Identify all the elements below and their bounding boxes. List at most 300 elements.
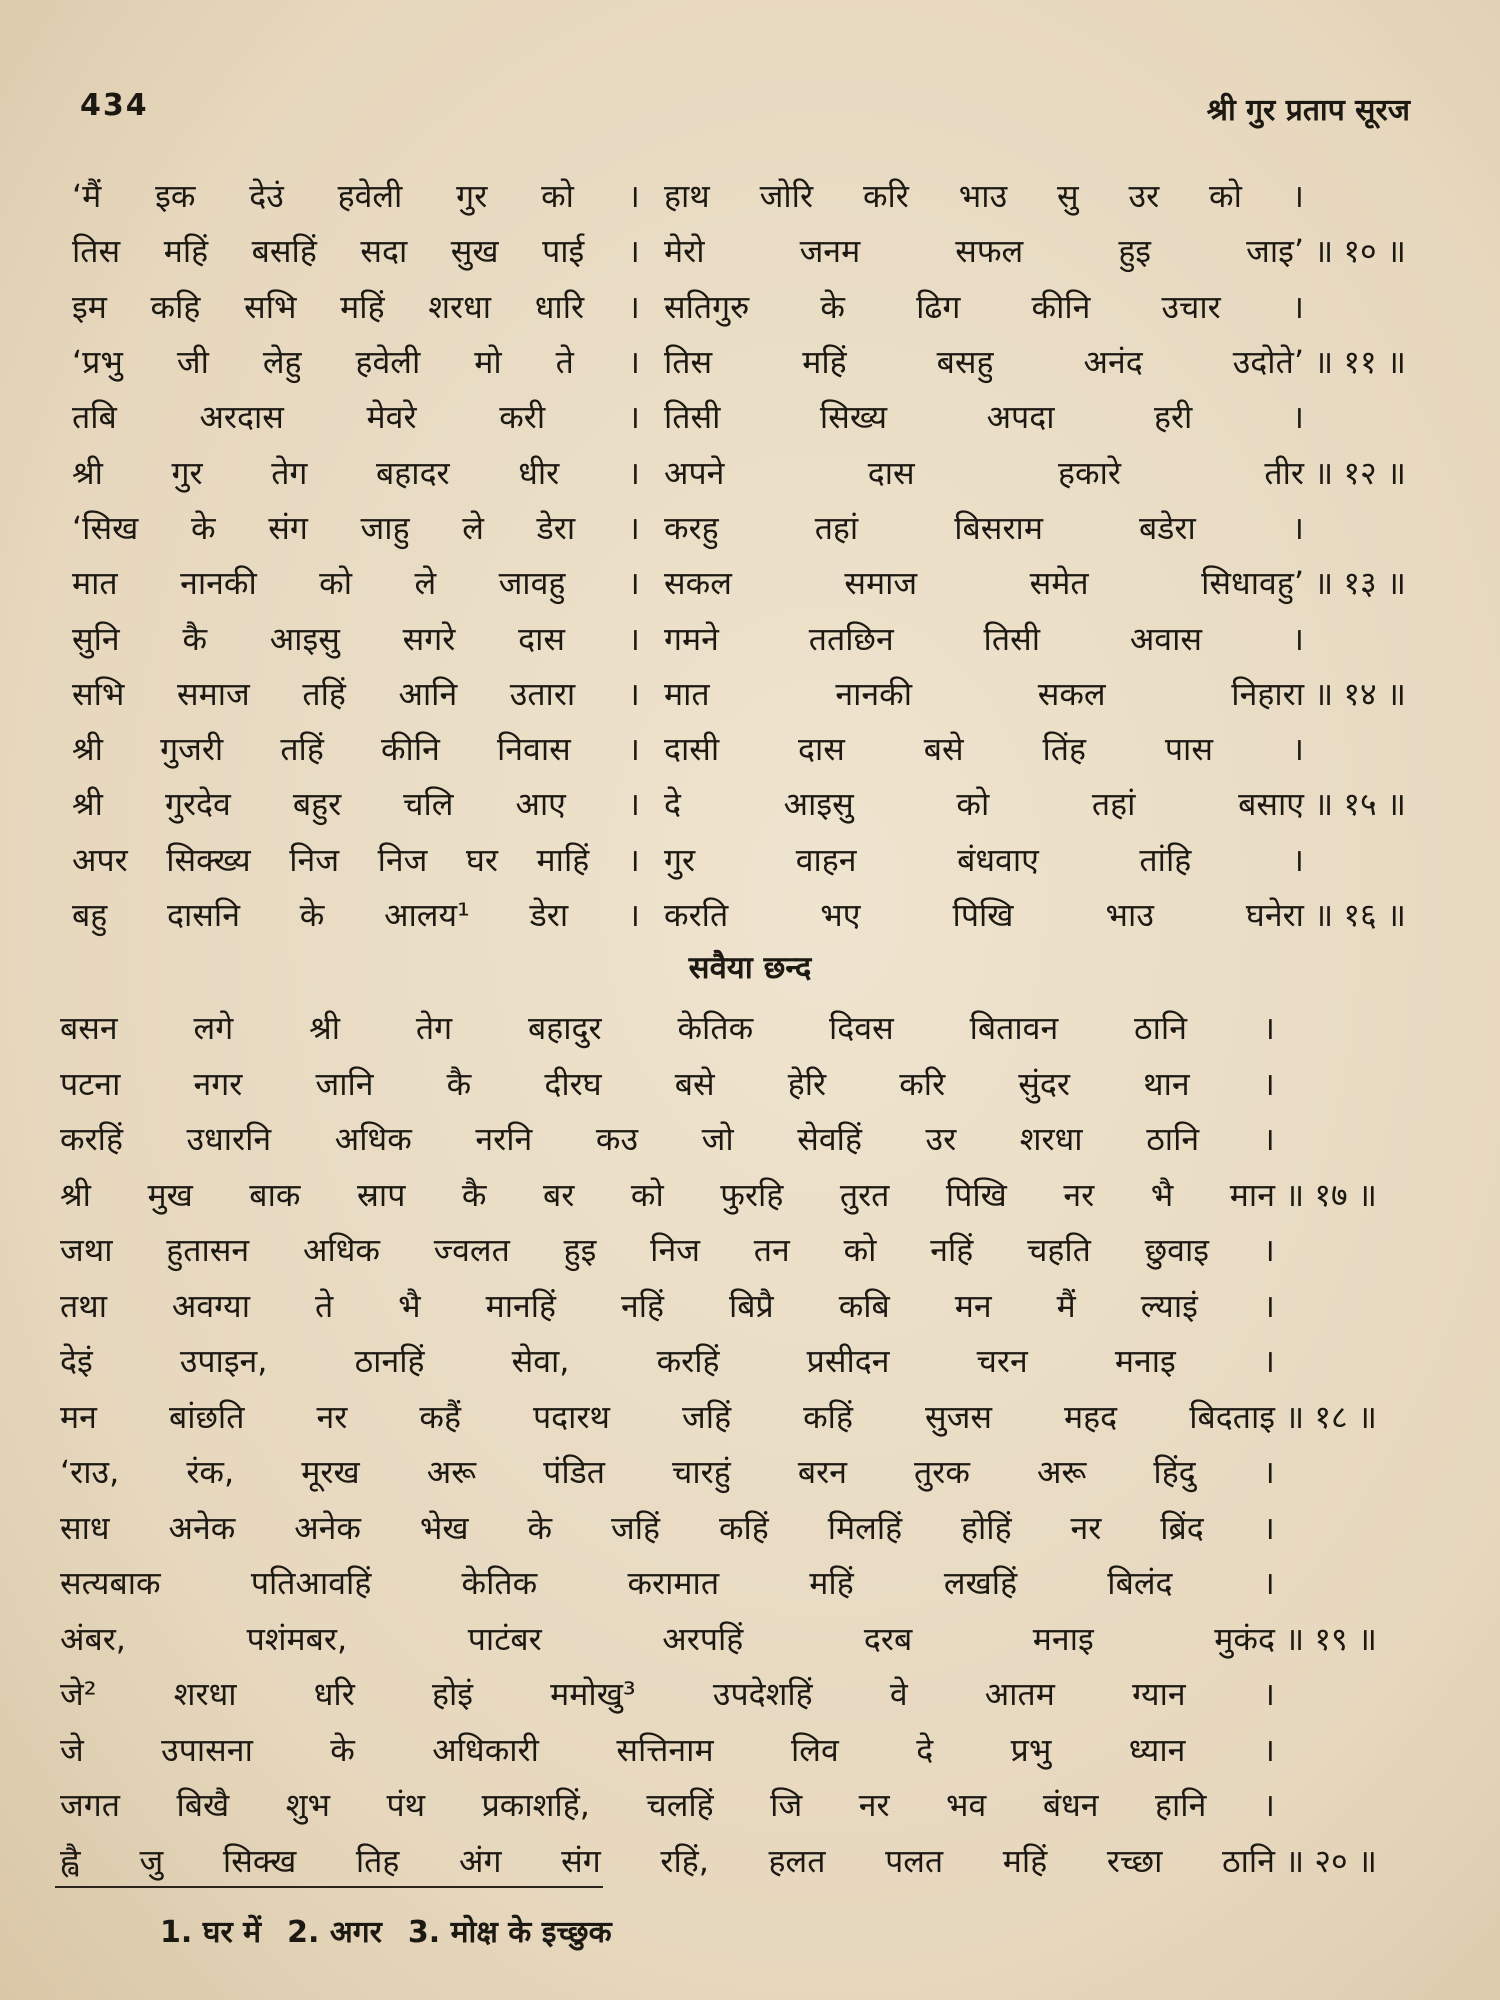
- verse-word: आइसु: [269, 619, 340, 658]
- verse-word: कहि: [150, 287, 201, 326]
- verse-word: तहिं: [280, 730, 324, 769]
- verse-word: चहति: [1027, 1231, 1091, 1270]
- verse-word: मानहिं: [485, 1286, 557, 1325]
- verse-word: ।: [1262, 1120, 1275, 1159]
- verse-word: ते: [314, 1286, 334, 1325]
- verse-line: [72, 223, 1432, 278]
- savaiya-text: [60, 1173, 1275, 1216]
- verse-word: समेत: [1029, 564, 1089, 603]
- verse-word: ठानि: [1146, 1120, 1200, 1159]
- verse-word: फुरहि: [720, 1175, 784, 1214]
- verse-word: नहिं: [620, 1286, 665, 1325]
- verse-word: नरनि: [475, 1120, 533, 1159]
- verse-word: ग्यान: [1132, 1675, 1186, 1714]
- verse-word: चारहुं: [672, 1453, 731, 1492]
- verse-word: सु: [1057, 177, 1079, 216]
- savaiya-text: [60, 1783, 1275, 1826]
- verse-word: दासी: [664, 730, 720, 769]
- verse-word: ।: [1262, 1064, 1275, 1103]
- verse-word: सिख्य: [819, 398, 888, 437]
- running-title: श्री गुर प्रताप सूरज: [1206, 93, 1410, 128]
- verse-word: को: [843, 1231, 877, 1270]
- verse-word: निज: [289, 840, 340, 879]
- verse-word: श्री: [72, 730, 103, 769]
- verse-word: तिसी: [983, 619, 1040, 658]
- verse-word: मिलहिं: [827, 1508, 903, 1547]
- verse-word: रच्छा: [1106, 1841, 1163, 1880]
- verse-word: तहिं: [302, 674, 346, 713]
- verse-word: मनाइ: [1114, 1342, 1176, 1381]
- verse-word: कै: [461, 1175, 487, 1214]
- verse-word: ल्याइं: [1140, 1286, 1198, 1325]
- footnote: 2. अगर: [287, 1915, 382, 1950]
- verse-word: हुइ: [563, 1231, 597, 1270]
- verse-word: अपदा: [986, 398, 1055, 437]
- savaiya-line: [60, 1000, 1440, 1056]
- verse-word: ।: [1262, 1564, 1275, 1603]
- footnote-rule: [55, 1886, 603, 1888]
- verse-word: ‘राउ,: [60, 1453, 120, 1492]
- verse-word: देउं: [249, 177, 284, 216]
- verse-word: ।: [1262, 1453, 1275, 1492]
- verse-word: हाथ: [664, 177, 710, 216]
- verse-word: निज: [377, 840, 428, 879]
- verse-word: महिं: [163, 232, 209, 271]
- verse-word: आनि: [398, 674, 458, 713]
- verse-word: कै: [182, 619, 208, 658]
- verse-word: चरन: [976, 1342, 1028, 1381]
- verse-word: बाक: [249, 1175, 301, 1214]
- verse-word: बसन: [60, 1009, 118, 1048]
- verse-word: माहिं: [536, 840, 590, 879]
- verse-line: [72, 555, 1432, 610]
- savaiya-line: [60, 1555, 1440, 1611]
- verse-first-half: [72, 672, 640, 715]
- verse-word: निज: [650, 1231, 700, 1270]
- verse-word: बडेरा: [1139, 508, 1196, 547]
- verse-word: अरू: [426, 1453, 477, 1492]
- verse-word: भाउ: [1105, 896, 1154, 934]
- verse-word: गमने: [664, 619, 719, 658]
- verse-word: निहारा: [1231, 674, 1304, 713]
- verse-word: संग: [561, 1841, 601, 1880]
- verse-word: ।: [1291, 398, 1304, 437]
- verse-word: ।: [627, 564, 640, 603]
- verse-line: [72, 610, 1432, 665]
- verse-word: कै: [446, 1064, 472, 1103]
- verse-second-half: [640, 838, 1304, 881]
- verse-word: बिप्रै: [728, 1286, 774, 1325]
- verse-word: हरी: [1153, 398, 1193, 437]
- verse-word: पटना: [60, 1064, 121, 1103]
- verse-word: बहादुर: [527, 1009, 602, 1048]
- verse-word: साध: [60, 1508, 110, 1547]
- verse-word: सिक्ख्य: [166, 840, 251, 879]
- verse-word: दे: [916, 1730, 934, 1769]
- verse-word: कउ: [595, 1120, 638, 1159]
- verse-word: बरन: [797, 1453, 847, 1492]
- verse-word: ।: [1262, 1786, 1275, 1825]
- verse-word: सभि: [72, 674, 125, 713]
- verse-word: ब्रिंद: [1160, 1508, 1204, 1547]
- verse-word: धरि: [313, 1675, 355, 1714]
- verse-word: दास: [518, 619, 566, 658]
- verse-word: को: [541, 177, 574, 216]
- verse-first-half: [72, 506, 640, 549]
- verse-second-half: [640, 672, 1304, 715]
- verse-word: ‘मैं: [72, 177, 102, 216]
- verse-word: ।: [627, 840, 640, 879]
- verse-word: मूरख: [301, 1453, 360, 1492]
- verse-word: इम: [72, 287, 107, 326]
- verse-number: ॥ १९ ॥: [1285, 1619, 1377, 1658]
- verse-word: आए: [515, 785, 566, 824]
- verse-word: पाई: [542, 232, 585, 271]
- verse-word: छुवाइ: [1144, 1231, 1209, 1270]
- verse-word: चलहिं: [646, 1786, 714, 1825]
- verse-first-half: [72, 395, 640, 438]
- verse-word: डेरा: [529, 896, 569, 934]
- verse-word: मनाइ: [1032, 1619, 1094, 1658]
- verse-word: अनेक: [294, 1508, 362, 1547]
- verse-word: नानकी: [835, 674, 913, 713]
- verse-word: जि: [770, 1786, 803, 1825]
- verse-word: कहैं: [419, 1397, 461, 1436]
- savaiya-text: [60, 1506, 1275, 1549]
- savaiya-line: [60, 1666, 1440, 1722]
- verse-word: करामात: [627, 1564, 720, 1603]
- verse-word: तिस: [664, 343, 713, 382]
- verse-line: [72, 666, 1432, 721]
- verse-word: उर: [1128, 177, 1160, 216]
- verse-number: ॥ ११ ॥: [1314, 343, 1406, 382]
- verse-word: समाज: [176, 674, 250, 713]
- verse-word: तिस: [72, 232, 121, 271]
- verse-word: जाहु: [360, 508, 410, 547]
- savaiya-line: [60, 1777, 1440, 1833]
- verse-first-half: [72, 174, 640, 217]
- verse-line: [72, 334, 1432, 389]
- verse-word: सेवहिं: [797, 1120, 862, 1159]
- verse-word: सकल: [1037, 674, 1106, 713]
- verse-word: मात: [664, 674, 710, 713]
- verse-word: तेग: [415, 1009, 453, 1048]
- verse-word: अधिकारी: [432, 1730, 539, 1769]
- verse-word: के: [299, 896, 325, 934]
- savaiya-text: [60, 1062, 1275, 1105]
- verse-word: लखहिं: [943, 1564, 1018, 1603]
- verse-word: आलय¹: [384, 896, 470, 934]
- verse-word: बर: [542, 1175, 575, 1214]
- verse-word: पलत: [885, 1841, 944, 1880]
- verse-word: देइं: [60, 1342, 93, 1381]
- verse-line: [72, 444, 1432, 499]
- verse-word: के: [527, 1508, 553, 1547]
- verse-word: ध्यान: [1128, 1730, 1186, 1769]
- verse-word: केतिक: [461, 1564, 538, 1603]
- verse-word: अंबर,: [60, 1619, 126, 1658]
- verse-word: अधिक: [334, 1120, 412, 1159]
- verse-word: अवास: [1129, 619, 1202, 658]
- verse-word: तिंह: [1042, 730, 1087, 769]
- verse-word: बिदताइ: [1189, 1397, 1275, 1436]
- verse-word: आतम: [984, 1675, 1055, 1714]
- verse-word: ।: [1262, 1009, 1275, 1048]
- verse-word: कबि: [838, 1286, 890, 1325]
- verse-word: ।: [1262, 1286, 1275, 1325]
- verse-line: [72, 832, 1432, 887]
- verse-word: जो: [701, 1120, 734, 1159]
- verse-word: सभि: [244, 287, 297, 326]
- verse-word: ममोखु³: [550, 1675, 636, 1714]
- verse-word: ठानि: [1134, 1009, 1187, 1048]
- verse-word: के: [190, 508, 216, 547]
- verse-word: जहिं: [611, 1508, 661, 1547]
- verse-word: को: [956, 785, 990, 824]
- verse-word: को: [1209, 177, 1242, 216]
- verse-word: दीरघ: [544, 1064, 602, 1103]
- verse-word: सदा: [360, 232, 408, 271]
- verse-word: बसहु: [936, 343, 994, 382]
- verse-word: महिं: [802, 343, 847, 382]
- verse-word: ढिग: [916, 287, 961, 326]
- verse-word: हानि: [1155, 1786, 1207, 1825]
- verse-number: ॥ १४ ॥: [1314, 674, 1406, 713]
- savaiya-text: [60, 1617, 1275, 1660]
- verse-word: अंग: [459, 1841, 502, 1880]
- savaiya-line: [60, 1500, 1440, 1556]
- verse-word: घनेरा: [1245, 896, 1304, 934]
- verse-number: ॥ १६ ॥: [1314, 896, 1406, 934]
- savaiya-line: [60, 1111, 1440, 1167]
- verse-second-half: [640, 727, 1304, 770]
- savaiya-line: [60, 1611, 1440, 1667]
- verse-word: तथा: [60, 1286, 107, 1325]
- verse-word: महद: [1064, 1397, 1118, 1436]
- verse-second-half: [640, 782, 1304, 825]
- verse-number: ॥ १५ ॥: [1314, 785, 1406, 824]
- verse-line: [72, 887, 1432, 942]
- verse-word: अरदास: [199, 398, 284, 437]
- verse-word: आइसु: [783, 785, 854, 824]
- verse-word: ।: [627, 398, 640, 437]
- verse-word: अधिक: [303, 1231, 380, 1270]
- verse-word: जी: [176, 343, 209, 382]
- savaiya-verses: [60, 1000, 1440, 1888]
- verse-word: ठानि: [1222, 1841, 1275, 1880]
- verse-word: ।: [627, 674, 640, 713]
- verse-word: भए: [820, 896, 861, 934]
- verse-word: उपासना: [161, 1730, 253, 1769]
- verse-word: घर: [465, 840, 498, 879]
- verse-word: पाटंबर: [467, 1619, 542, 1658]
- verse-word: शुभ: [285, 1786, 330, 1825]
- verse-word: जथा: [60, 1231, 113, 1270]
- verse-word: पशंमबर,: [246, 1619, 348, 1658]
- verse-word: नानकी: [180, 564, 257, 603]
- verse-word: कीनि: [1031, 287, 1091, 326]
- verse-word: उतारा: [509, 674, 576, 713]
- verse-word: गुर: [664, 840, 696, 879]
- verse-word: ।: [1291, 287, 1304, 326]
- savaiya-line: [60, 1278, 1440, 1334]
- verse-word: करहु: [664, 508, 719, 547]
- verse-word: जावहु: [498, 564, 566, 603]
- verse-word: लगे: [193, 1009, 234, 1048]
- verse-word: ।: [1262, 1730, 1275, 1769]
- verse-word: जाइ’: [1246, 232, 1304, 271]
- savaiya-line: [60, 1833, 1440, 1889]
- verse-number: ॥ १७ ॥: [1285, 1175, 1377, 1214]
- verse-word: सफल: [955, 232, 1024, 271]
- verse-word: ले: [414, 564, 437, 603]
- verse-number: ॥ १२ ॥: [1314, 453, 1406, 492]
- verse-number: ॥ १० ॥: [1314, 232, 1406, 271]
- savaiya-text: [60, 1561, 1275, 1604]
- savaiya-line: [60, 1167, 1440, 1223]
- footnote: 3. मोक्ष के इच्छुक: [407, 1915, 612, 1950]
- verse-word: दास: [798, 730, 845, 769]
- verse-number: ॥ १८ ॥: [1285, 1397, 1377, 1436]
- verse-word: ह्वै: [60, 1841, 80, 1880]
- verse-word: भव: [946, 1786, 987, 1825]
- verse-second-half: [640, 174, 1304, 217]
- verse-word: तिसी: [664, 398, 721, 437]
- savaiya-text: [60, 1395, 1275, 1438]
- verse-word: स्राप: [356, 1175, 406, 1214]
- verse-word: मन: [954, 1286, 992, 1325]
- verse-second-half: [640, 340, 1304, 383]
- verse-word: तांहि: [1139, 840, 1192, 879]
- chaupai-verses: [72, 168, 1432, 942]
- verse-number: ॥ १३ ॥: [1314, 564, 1406, 603]
- verse-word: करहिं: [656, 1342, 720, 1381]
- verse-word: कहिं: [718, 1508, 769, 1547]
- verse-word: होइं: [431, 1675, 473, 1714]
- verse-word: प्रकाशहिं,: [481, 1786, 590, 1825]
- verse-first-half: [72, 229, 640, 272]
- savaiya-line: [60, 1389, 1440, 1445]
- verse-word: वे: [889, 1675, 908, 1714]
- verse-word: इक: [155, 177, 196, 216]
- verse-word: सतिगुरु: [664, 287, 750, 326]
- verse-word: ।: [1262, 1342, 1275, 1381]
- verse-word: ले: [462, 508, 484, 547]
- verse-word: पिखि: [952, 896, 1014, 934]
- verse-word: भै: [1150, 1175, 1174, 1214]
- section-title: सवैया छन्द: [688, 950, 812, 986]
- verse-word: दरब: [863, 1619, 913, 1658]
- verse-word: ठानहिं: [354, 1342, 425, 1381]
- verse-word: प्रसीदन: [806, 1342, 890, 1381]
- verse-word: तुरत: [839, 1175, 890, 1214]
- verse-word: ।: [627, 508, 640, 547]
- verse-second-half: [640, 395, 1304, 438]
- verse-word: मुख: [147, 1175, 193, 1214]
- savaiya-text: [60, 1339, 1275, 1382]
- savaiya-text: [60, 1117, 1275, 1160]
- verse-word: जोरि: [759, 177, 814, 216]
- verse-word: केतिक: [677, 1009, 754, 1048]
- verse-word: नर: [1070, 1508, 1102, 1547]
- verse-second-half: [640, 617, 1304, 660]
- verse-word: सुनि: [72, 619, 120, 658]
- verse-word: ।: [1291, 508, 1304, 547]
- verse-word: उर: [925, 1120, 957, 1159]
- verse-second-half: [640, 285, 1304, 328]
- verse-word: श्री: [72, 785, 103, 824]
- verse-word: तिह: [355, 1841, 400, 1880]
- verse-word: होहिं: [961, 1508, 1012, 1547]
- verse-word: जनम: [799, 232, 861, 271]
- verse-first-half: [72, 893, 640, 936]
- verse-word: ।: [1262, 1231, 1275, 1270]
- verse-word: बंधन: [1042, 1786, 1099, 1825]
- verse-word: थान: [1143, 1064, 1190, 1103]
- page-header: [80, 88, 1410, 132]
- verse-word: सत्तिनाम: [616, 1730, 714, 1769]
- verse-word: ।: [627, 619, 640, 658]
- verse-word: महिं: [340, 287, 385, 326]
- savaiya-line: [60, 1333, 1440, 1389]
- savaiya-line: [60, 1444, 1440, 1500]
- verse-first-half: [72, 340, 640, 383]
- footnotes: [160, 1910, 638, 1951]
- verse-word: जानि: [315, 1064, 374, 1103]
- verse-word: भाउ: [958, 177, 1008, 216]
- verse-word: तेग: [271, 453, 308, 492]
- verse-word: नहिं: [930, 1231, 974, 1270]
- verse-line: [72, 168, 1432, 223]
- page-number: 434: [80, 88, 149, 123]
- verse-word: बंधवाए: [957, 840, 1039, 879]
- verse-second-half: [640, 561, 1304, 604]
- verse-word: सुख: [450, 232, 499, 271]
- verse-word: उपाइन,: [179, 1342, 268, 1381]
- verse-word: ‘सिख: [72, 508, 139, 547]
- savaiya-text: [60, 1728, 1275, 1771]
- verse-word: सुजस: [924, 1397, 992, 1436]
- verse-word: पास: [1164, 730, 1213, 769]
- verse-word: बसहिं: [251, 232, 317, 271]
- verse-word: ।: [1291, 177, 1304, 216]
- verse-word: को: [319, 564, 353, 603]
- verse-word: ।: [1262, 1508, 1275, 1547]
- verse-word: अनेक: [168, 1508, 236, 1547]
- verse-word: हवेली: [355, 343, 421, 382]
- verse-word: गुजरी: [160, 730, 224, 769]
- verse-word: ततछिन: [808, 619, 894, 658]
- verse-word: हकारे: [1058, 453, 1121, 492]
- verse-word: बहुर: [292, 785, 342, 824]
- verse-second-half: [640, 893, 1304, 936]
- verse-word: भेख: [419, 1508, 469, 1547]
- verse-word: हिंदु: [1153, 1453, 1196, 1492]
- footnote: 1. घर में: [160, 1915, 262, 1950]
- verse-word: मो: [474, 343, 502, 382]
- verse-word: हेरि: [787, 1064, 827, 1103]
- verse-second-half: [640, 451, 1304, 494]
- verse-word: ।: [627, 232, 640, 271]
- verse-word: तन: [753, 1231, 790, 1270]
- verse-word: करहिं: [60, 1120, 123, 1159]
- savaiya-line: [60, 1056, 1440, 1112]
- verse-word: अरपहिं: [662, 1619, 744, 1658]
- verse-word: उधारनि: [186, 1120, 272, 1159]
- verse-word: बिलंद: [1107, 1564, 1173, 1603]
- verse-word: मेवरे: [366, 398, 417, 437]
- verse-first-half: [72, 782, 640, 825]
